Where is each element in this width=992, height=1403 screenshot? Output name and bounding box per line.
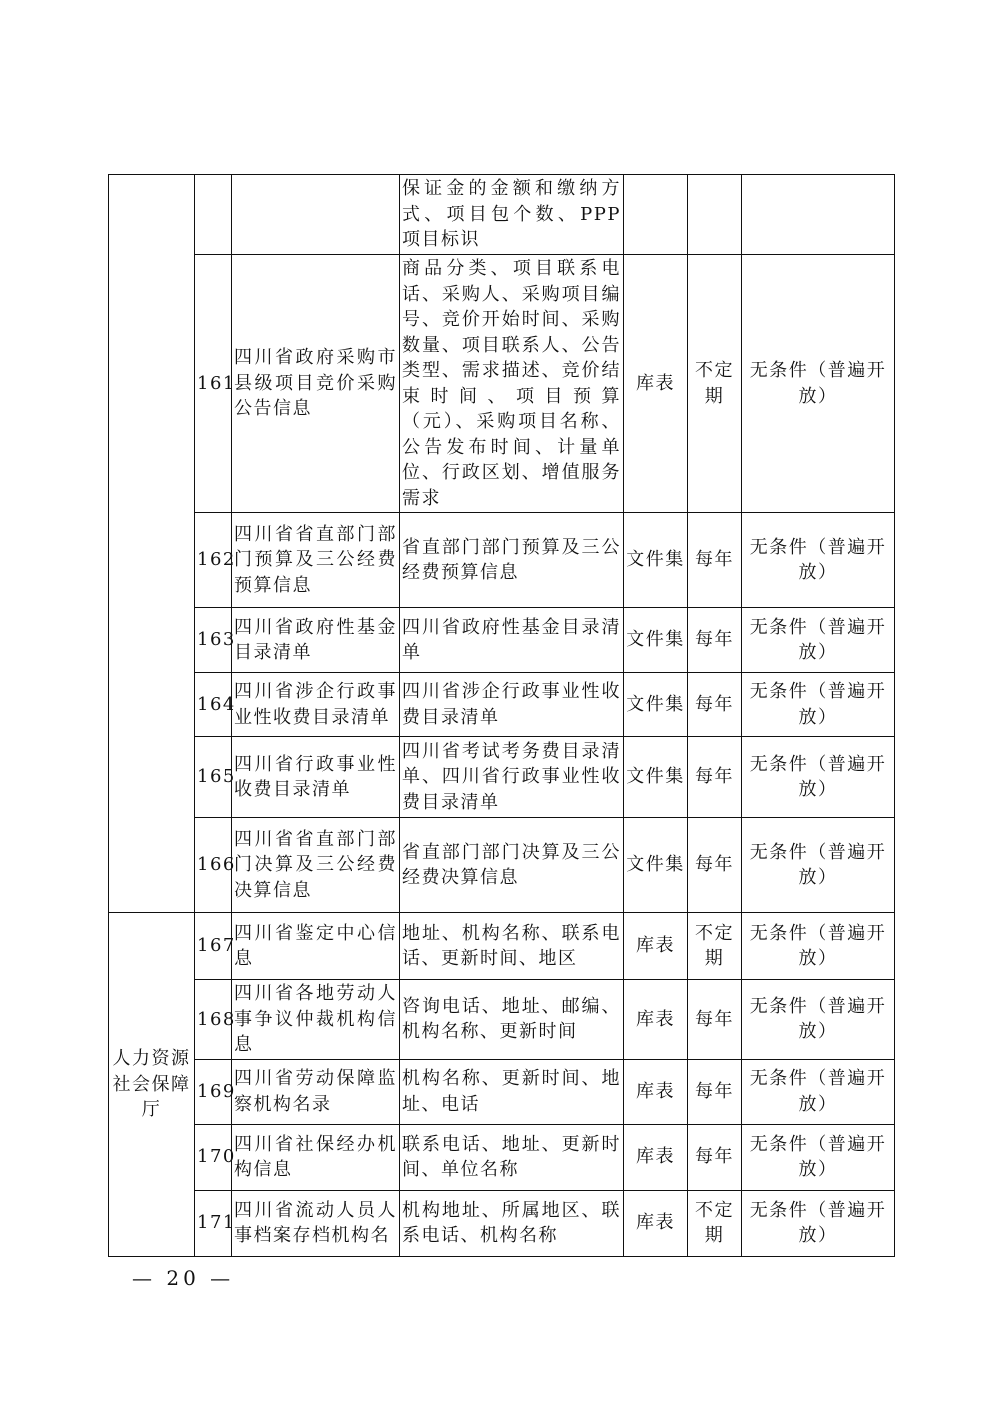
info-items: 四川省考试考务费目录清单、四川省行政事业性收费目录清单 bbox=[400, 737, 624, 818]
resource-name bbox=[232, 175, 400, 255]
resource-name: 四川省政府采购市县级项目竞价采购公告信息 bbox=[232, 255, 400, 513]
update-cycle: 每年 bbox=[688, 1059, 742, 1124]
info-items: 四川省政府性基金目录清单 bbox=[400, 608, 624, 673]
table-row bbox=[109, 980, 895, 1060]
resource-name: 四川省省直部门部门预算及三公经费预算信息 bbox=[232, 513, 400, 608]
info-items: 四川省涉企行政事业性收费目录清单 bbox=[400, 673, 624, 737]
table-row bbox=[109, 737, 895, 818]
info-items: 咨询电话、地址、邮编、机构名称、更新时间 bbox=[400, 980, 624, 1060]
resource-format bbox=[624, 175, 688, 255]
resource-format: 文件集 bbox=[624, 608, 688, 673]
update-cycle: 不定期 bbox=[688, 1190, 742, 1256]
table-row bbox=[109, 513, 895, 608]
open-type: 无条件（普遍开放） bbox=[742, 1124, 895, 1190]
open-type: 无条件（普遍开放） bbox=[742, 1190, 895, 1256]
table-row bbox=[109, 1124, 895, 1190]
table-row bbox=[109, 913, 895, 980]
row-number: 163 bbox=[195, 608, 232, 673]
open-type: 无条件（普遍开放） bbox=[742, 980, 895, 1060]
row-number: 168 bbox=[195, 980, 232, 1060]
row-number: 166 bbox=[195, 818, 232, 913]
resource-format: 文件集 bbox=[624, 737, 688, 818]
resource-name: 四川省社保经办机构信息 bbox=[232, 1124, 400, 1190]
resource-name: 四川省流动人员人事档案存档机构名 bbox=[232, 1190, 400, 1256]
update-cycle: 每年 bbox=[688, 980, 742, 1060]
open-type: 无条件（普遍开放） bbox=[742, 608, 895, 673]
info-items: 机构名称、更新时间、地址、电话 bbox=[400, 1059, 624, 1124]
row-number: 165 bbox=[195, 737, 232, 818]
info-items: 地址、机构名称、联系电话、更新时间、地区 bbox=[400, 913, 624, 980]
table-row bbox=[109, 608, 895, 673]
row-number bbox=[195, 175, 232, 255]
resource-format: 库表 bbox=[624, 1190, 688, 1256]
resource-format: 库表 bbox=[624, 1059, 688, 1124]
update-cycle: 每年 bbox=[688, 818, 742, 913]
resource-name: 四川省省直部门部门决算及三公经费决算信息 bbox=[232, 818, 400, 913]
table-row bbox=[109, 1059, 895, 1124]
table-row bbox=[109, 1190, 895, 1256]
resource-format: 库表 bbox=[624, 1124, 688, 1190]
row-number: 164 bbox=[195, 673, 232, 737]
resource-format: 文件集 bbox=[624, 818, 688, 913]
page-number: — 20 — bbox=[132, 1266, 235, 1290]
update-cycle: 每年 bbox=[688, 1124, 742, 1190]
resource-format: 库表 bbox=[624, 255, 688, 513]
department-cell bbox=[109, 175, 195, 913]
update-cycle: 每年 bbox=[688, 737, 742, 818]
resource-format: 文件集 bbox=[624, 513, 688, 608]
update-cycle: 每年 bbox=[688, 608, 742, 673]
open-type: 无条件（普遍开放） bbox=[742, 1059, 895, 1124]
data-catalog-table bbox=[108, 174, 895, 1257]
update-cycle: 每年 bbox=[688, 673, 742, 737]
table-row bbox=[109, 818, 895, 913]
open-type: 无条件（普遍开放） bbox=[742, 255, 895, 513]
open-type: 无条件（普遍开放） bbox=[742, 737, 895, 818]
info-items: 省直部门部门预算及三公经费预算信息 bbox=[400, 513, 624, 608]
resource-name: 四川省行政事业性收费目录清单 bbox=[232, 737, 400, 818]
resource-name: 四川省政府性基金目录清单 bbox=[232, 608, 400, 673]
resource-format: 库表 bbox=[624, 913, 688, 980]
info-items: 机构地址、所属地区、联系电话、机构名称 bbox=[400, 1190, 624, 1256]
row-number: 169 bbox=[195, 1059, 232, 1124]
update-cycle: 不定期 bbox=[688, 255, 742, 513]
info-items: 保证金的金额和缴纳方式、项目包个数、PPP 项目标识 bbox=[400, 175, 624, 255]
row-number: 171 bbox=[195, 1190, 232, 1256]
open-type bbox=[742, 175, 895, 255]
resource-format: 库表 bbox=[624, 980, 688, 1060]
update-cycle bbox=[688, 175, 742, 255]
update-cycle: 不定期 bbox=[688, 913, 742, 980]
resource-name: 四川省鉴定中心信息 bbox=[232, 913, 400, 980]
resource-name: 四川省涉企行政事业性收费目录清单 bbox=[232, 673, 400, 737]
info-items: 商品分类、项目联系电话、采购人、采购项目编号、竞价开始时间、采购数量、项目联系人、公告类型、需求描述、竞价结束时间、项目预算（元）、采购项目名称、公告发布时间、计量单位、行政区划、增值服务需求 bbox=[400, 255, 624, 513]
open-type: 无条件（普遍开放） bbox=[742, 673, 895, 737]
update-cycle: 每年 bbox=[688, 513, 742, 608]
row-number: 167 bbox=[195, 913, 232, 980]
table-row bbox=[109, 673, 895, 737]
info-items: 联系电话、地址、更新时间、单位名称 bbox=[400, 1124, 624, 1190]
open-type: 无条件（普遍开放） bbox=[742, 818, 895, 913]
resource-name: 四川省劳动保障监察机构名录 bbox=[232, 1059, 400, 1124]
open-type: 无条件（普遍开放） bbox=[742, 913, 895, 980]
row-number: 161 bbox=[195, 255, 232, 513]
resource-name: 四川省各地劳动人事争议仲裁机构信息 bbox=[232, 980, 400, 1060]
open-type: 无条件（普遍开放） bbox=[742, 513, 895, 608]
row-number: 170 bbox=[195, 1124, 232, 1190]
department-cell: 人力资源社会保障厅 bbox=[109, 913, 195, 1257]
table-row bbox=[109, 255, 895, 513]
resource-format: 文件集 bbox=[624, 673, 688, 737]
info-items: 省直部门部门决算及三公经费决算信息 bbox=[400, 818, 624, 913]
row-number: 162 bbox=[195, 513, 232, 608]
table-row bbox=[109, 175, 895, 255]
